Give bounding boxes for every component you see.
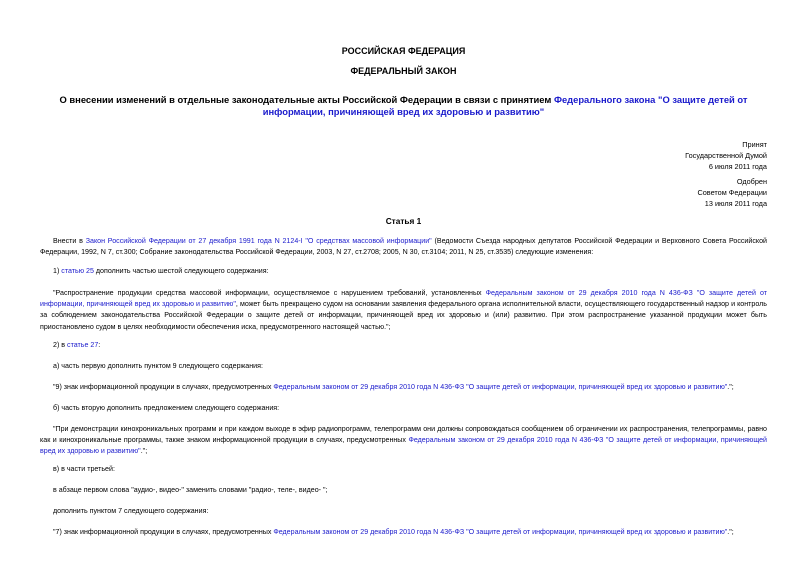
article-27-link[interactable]: статье 27	[67, 341, 99, 349]
paragraph-text: (Ведомости Съезда народных депутатов Российской Федерации и Верховного Совета Российской Федерации, 1992, N 7, ст.300; Собрание законодательства Российской Федерации, 2003, N 27, ст.2708; 2005, N 30, ст.3104; 2011, N 25, ст.3535) следующие изменения:	[40, 237, 767, 257]
paragraph-text: дополнить частью шестой следующего содержания:	[93, 267, 269, 275]
item-2c: в) в части третьей:	[53, 465, 115, 473]
quote-paragraph-4	[40, 527, 767, 538]
item-2	[40, 340, 767, 351]
paragraph-text: "Распространение продукции средства массовой информации, осуществляемое с нарушением требований, установленных	[53, 289, 486, 297]
federal-law-436-link[interactable]: Федеральным законом от 29 декабря 2010 года N 436-ФЗ "О защите детей от информации, причиняющей вред их здоровью и развитию"	[273, 383, 728, 391]
item-2a: а) часть первую дополнить пунктом 9 следующего содержания:	[53, 362, 263, 370]
quote-paragraph-1	[40, 288, 767, 333]
title-text: О внесении изменений в отдельные законодательные акты Российской Федерации в связи с принятием	[59, 94, 554, 105]
approval-line: 13 июля 2011 года	[704, 198, 767, 208]
paragraph-text: "9) знак информационной продукции в случаях, предусмотренных	[53, 383, 274, 391]
federal-law-436-link[interactable]: Федеральным законом от 29 декабря 2010 года N 436-ФЗ "О защите детей от информации, причиняющей вред их здоровью и развитию"	[273, 528, 728, 536]
paragraph-text: .";	[727, 383, 734, 391]
adoption-state-duma	[567, 140, 767, 172]
item-2c-1: в абзаце первом слова "аудио-, видео-" заменить словами "радио-, теле-, видео- ";	[53, 486, 328, 494]
law-title	[40, 94, 767, 117]
adoption-line: Принят	[742, 140, 767, 149]
adoption-line: Государственной Думой	[685, 150, 767, 160]
country-heading: РОССИЙСКАЯ ФЕДЕРАЦИЯ	[341, 46, 466, 56]
item-2b: б) часть вторую дополнить предложением следующего содержания:	[53, 404, 280, 412]
paragraph-text: "При демонстрации кинохроникальных программ и при каждом выходе в эфир радиопрограмм, телепрограмм они должны сопровождаться сообщением об ограничении их распространения, телепрограммы, равно как и кинохроникальные программы, также знаком информационной продукции в случаях, предусмотренных	[40, 425, 767, 445]
quote-paragraph-2	[40, 382, 767, 393]
adoption-federation-council	[567, 177, 767, 209]
document-type-heading: ФЕДЕРАЛЬНЫЙ ЗАКОН	[350, 66, 457, 76]
intro-paragraph	[40, 236, 767, 258]
paragraph-text: .";	[140, 447, 148, 456]
item-2c-2: дополнить пунктом 7 следующего содержания:	[53, 507, 209, 515]
paragraph-text: Внести в	[53, 237, 86, 245]
paragraph-text: :	[98, 341, 101, 349]
paragraph-text: "7) знак информационной продукции в случаях, предусмотренных	[53, 528, 274, 536]
article-25-link[interactable]: статью 25	[61, 267, 94, 275]
adoption-line: 6 июля 2011 года	[708, 161, 767, 171]
paragraph-text: .";	[727, 528, 734, 536]
approval-line: Советом Федерации	[697, 187, 767, 197]
paragraph-text: , может быть прекращено судом на основании заявления федерального органа исполнительной власти, осуществляющего государственный надзор и контроль за соблюдением законодательства Российской Федерации о защите детей от информации, причиняющей вред их здоровью и (или) развитию. При этом распространение указанной продукции может быть приостановлено судом в целях необходимости обеспечения иска, предусмотренного настоящей частью.";	[40, 300, 767, 331]
media-law-link[interactable]: Закон Российской Федерации от 27 декабря 1991 года N 2124-I "О средствах массовой информации"	[85, 237, 432, 245]
paragraph-text: 1)	[53, 267, 62, 275]
federal-law-436-link[interactable]: Федеральным законом от 29 декабря 2010 года N 436-ФЗ "О защите детей от информации, причиняющей вред их здоровью и развитию"	[40, 289, 767, 309]
federal-law-436-link[interactable]: Федеральным законом от 29 декабря 2010 года N 436-ФЗ "О защите детей от информации, причиняющей вред их здоровью и развитию"	[40, 436, 767, 456]
article-heading: Статья 1	[385, 216, 422, 226]
paragraph-text: 2) в	[53, 341, 68, 349]
title-law-link[interactable]: Федерального закона "О защите детей от информации, причиняющей вред их здоровью и развитию"	[262, 94, 748, 117]
approval-line: Одобрен	[736, 177, 767, 186]
item-1	[40, 266, 767, 277]
quote-paragraph-3	[40, 424, 767, 458]
